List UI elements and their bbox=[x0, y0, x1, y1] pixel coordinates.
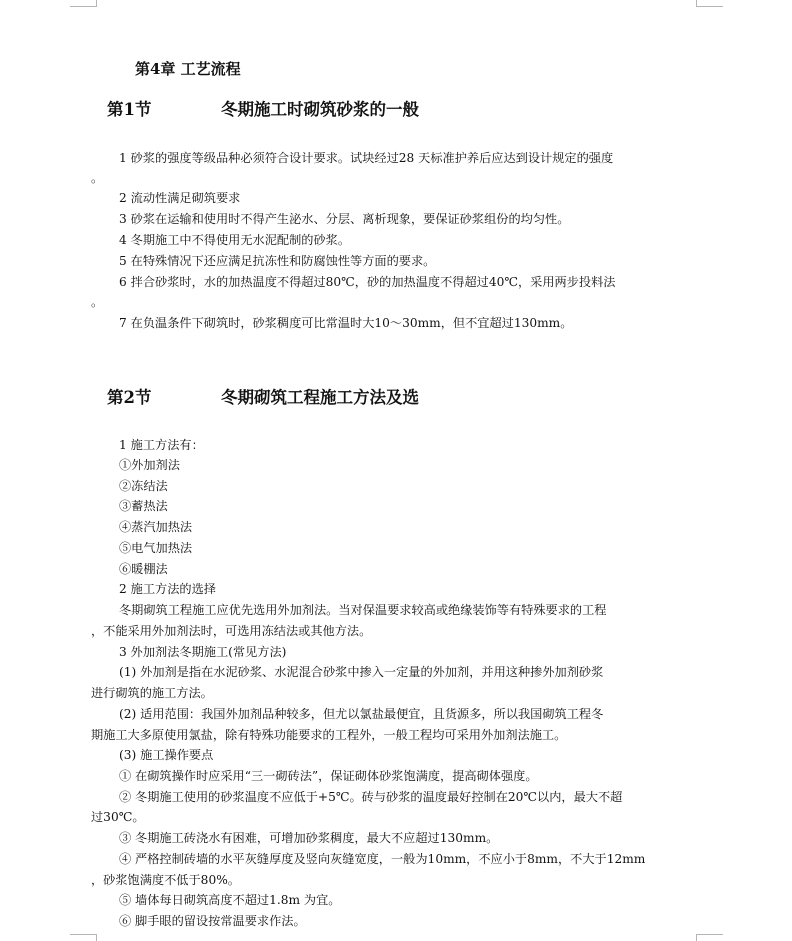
paragraph-line: ④蒸汽加热法 bbox=[119, 520, 193, 534]
section-2-title: 冬期砌筑工程施工方法及选 bbox=[221, 388, 419, 407]
paragraph-line: ② 冬期施工使用的砂浆温度不应低于+5℃。砖与砂浆的温度最好控制在20℃以内，最大不超 bbox=[119, 790, 623, 804]
paragraph-line: 进行砌筑的施工方法。 bbox=[91, 686, 213, 700]
paragraph-line: 3 外加剂法冬期施工(常见方法) bbox=[119, 645, 287, 659]
paragraph-line: ⑥暖棚法 bbox=[119, 562, 168, 576]
paragraph-line: 5 在特殊情况下还应满足抗冻性和防腐蚀性等方面的要求。 bbox=[119, 254, 436, 268]
paragraph-line: 1 施工方法有： bbox=[119, 438, 204, 452]
paragraph-line: 冬期砌筑工程施工应优先选用外加剂法。当对保温要求较高或绝缘装饰等有特殊要求的工程 bbox=[119, 603, 607, 617]
paragraph-line: ④ 严格控制砖墙的水平灰缝厚度及竖向灰缝宽度，一般为10mm，不应小于8mm，不大于12mm bbox=[119, 852, 646, 866]
paragraph-line: 过30℃。 bbox=[91, 810, 145, 824]
paragraph-line: ①外加剂法 bbox=[119, 458, 180, 472]
section-2-heading bbox=[107, 384, 419, 408]
paragraph-line: ⑤电气加热法 bbox=[119, 541, 193, 555]
paragraph-line: ⑥ 脚手眼的留设按常温要求作法。 bbox=[119, 914, 306, 928]
paragraph-line: 。 bbox=[91, 171, 104, 185]
section-2-number: 第2节 bbox=[107, 388, 152, 407]
paragraph-line: ②冻结法 bbox=[119, 479, 168, 493]
paragraph-line: (1) 外加剂是指在水泥砂浆、水泥混合砂浆中掺入一定量的外加剂，并用这种掺外加剂砂浆 bbox=[119, 665, 604, 679]
section-1-title: 冬期施工时砌筑砂浆的一般 bbox=[221, 100, 419, 119]
paragraph-line: (2) 适用范围：我国外加剂品种较多，但尤以氯盐最便宜，且货源多，所以我国砌筑工程冬 bbox=[119, 707, 604, 721]
section-1-number: 第1节 bbox=[107, 100, 152, 119]
paragraph-line: 3 砂浆在运输和使用时不得产生泌水、分层、离析现象，要保证砂浆组份的均匀性。 bbox=[119, 212, 570, 226]
paragraph-line: ，砂浆饱满度不低于80%。 bbox=[91, 873, 240, 887]
paragraph-line: ③蓄热法 bbox=[119, 499, 168, 513]
paragraph-line: (3) 施工操作要点 bbox=[119, 748, 214, 762]
paragraph-line: 1 砂浆的强度等级品种必须符合设计要求。试块经过28 天标准护养后应达到设计规定的强度 bbox=[119, 151, 614, 165]
paragraph-line: ① 在砌筑操作时应采用“三一砌砖法”，保证砌体砂浆饱满度，提高砌体强度。 bbox=[119, 769, 538, 783]
paragraph-line: ③ 冬期施工砖浇水有困难，可增加砂浆稠度，最大不应超过130mm。 bbox=[119, 831, 499, 845]
paragraph-line: 4 冬期施工中不得使用无水泥配制的砂浆。 bbox=[119, 233, 351, 247]
paragraph-line: 6 拌合砂浆时，水的加热温度不得超过80℃，砂的加热温度不得超过40℃，采用两步投料法 bbox=[119, 275, 616, 289]
paragraph-line: ⑤ 墙体每日砌筑高度不超过1.8m 为宜。 bbox=[119, 893, 341, 907]
crop-mark-top-left bbox=[70, 0, 97, 7]
paragraph-line: ，不能采用外加剂法时，可选用冻结法或其他方法。 bbox=[91, 624, 372, 638]
paragraph-line: 7 在负温条件下砌筑时，砂浆稠度可比常温时大10～30mm，但不宜超过130mm。 bbox=[119, 316, 573, 330]
paragraph-line: 2 施工方法的选择 bbox=[119, 582, 216, 596]
paragraph-line: 2 流动性满足砌筑要求 bbox=[119, 191, 241, 205]
paragraph-line: 期施工大多原使用氯盐，除有特殊功能要求的工程外，一般工程均可采用外加剂法施工。 bbox=[91, 728, 567, 742]
crop-mark-top-right bbox=[696, 0, 723, 7]
section-1-heading bbox=[107, 96, 419, 120]
paragraph-line: 。 bbox=[91, 295, 104, 309]
chapter-heading: 第4章 工艺流程 bbox=[135, 60, 241, 78]
